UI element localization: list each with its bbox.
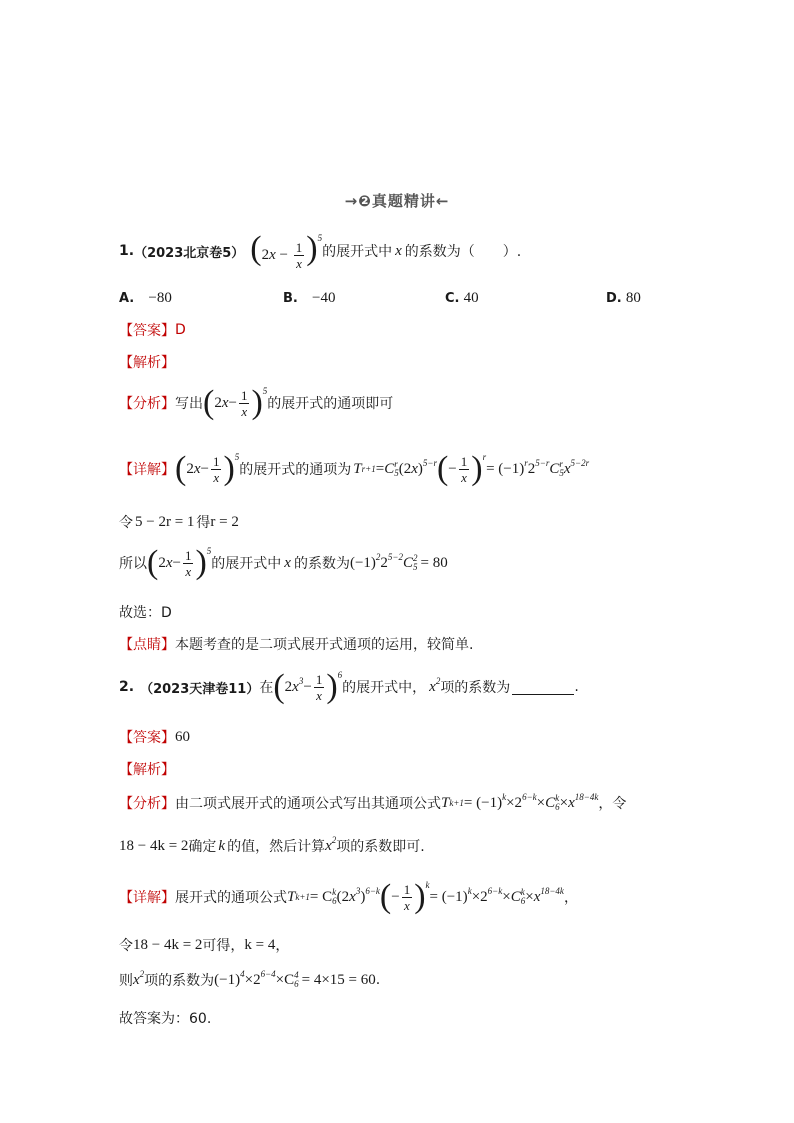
q2-analysis-label: 【解析】	[119, 762, 175, 778]
q1-stem	[119, 232, 521, 271]
q1-option-d[interactable]: D. 80	[606, 290, 641, 306]
q2-answer-blank[interactable]	[512, 680, 574, 695]
q1-var: x	[395, 242, 402, 259]
q1-source: （2023北京卷5）	[134, 245, 245, 261]
q1-ling: 令 5 − 2r = 1 得 r = 2	[119, 513, 239, 531]
q1-analysis-label: 【解析】	[119, 355, 175, 371]
q1-option-b[interactable]: B. −40	[283, 290, 336, 306]
q2-fenxi-line2: 18 − 4k = 2 确定 k 的值，然后计算 x $^2$ 项的系数即可.	[119, 835, 425, 855]
q1-option-a[interactable]: A. −80	[119, 290, 172, 306]
q1-binomial: (2x − $\frac{1}{x}$ )$^5$	[250, 230, 323, 271]
q2-ling: 令 18 − 4k = 2 可得， k = 4 ，	[119, 936, 290, 954]
q2-xiangjie: 【详解】 展开式的通项公式 T k+1 = C k 6 (2 x $^3$ ) $^{6-k}$ ( − $\frac{1}{x}$ ) $^k$ = (−1) $^k$ ×2 $^{6-k}$ × C k 6 × x $^{18-4k}$ ，	[119, 878, 578, 915]
q1-stem-after: 的展开式中	[322, 244, 393, 261]
q2-fenxi: 【分析】 由二项式展开式的通项公式写出其通项公式 T k+1 = (−1) $^k$ ×2 $^{6-k}$ × C k 6 × x $^{18-4k}$ ，令	[119, 792, 627, 812]
q1-number: 1.	[119, 243, 135, 260]
q1-suoyi: 所以 ( 2 x − $\frac{1}{x}$ ) $^5$ 的展开式中 x 的系数为 (−1) $^2$ 2 $^{5-2}$ C 2 5 = 80	[119, 544, 448, 581]
q2-ze: 则 x $^2$ 项的系数为 (−1) $^4$ ×2 $^{6-4}$ ×C 4 6 = 4×15 = 60 .	[119, 969, 381, 989]
q2-stem: 2. （2023天津卷11） 在 ( 2 x $^3$ − $\frac{1}{x}$ ) $^6$ 的展开式中， x $^2$ 项的系数为 .	[119, 668, 579, 705]
q1-fenxi: 【分析】 写出 ( 2 x − $\frac{1}{x}$ ) $^5$ 的展开式的通项即可	[119, 384, 394, 421]
q2-final: 故答案为：60.	[119, 1011, 212, 1027]
q1-xiangjie: 【详解】 ( 2 x − $\frac{1}{x}$ ) $^5$ 的展开式的通项为 T r+1 = C r 5 (2 x ) $^{5-r}$ ( − $\frac{1}{x}$ ) $^r$ = (−1) $^r$ 2 $^{5-r}$ C r 5 x $^{5-2r}$	[119, 450, 590, 487]
q1-guxuan: 故选：D	[119, 605, 172, 621]
section-title: →❷真题精讲←	[344, 192, 450, 210]
q1-answer: 【答案】 D	[119, 322, 186, 339]
q2-answer: 【答案】 60	[119, 728, 190, 746]
q1-dianjing: 【点睛】 本题考查的是二项式展开式通项的运用，较简单.	[119, 637, 474, 653]
q1-option-c[interactable]: C. 40	[445, 290, 479, 306]
q1-stem-end: 的系数为（ ）.	[404, 244, 522, 261]
